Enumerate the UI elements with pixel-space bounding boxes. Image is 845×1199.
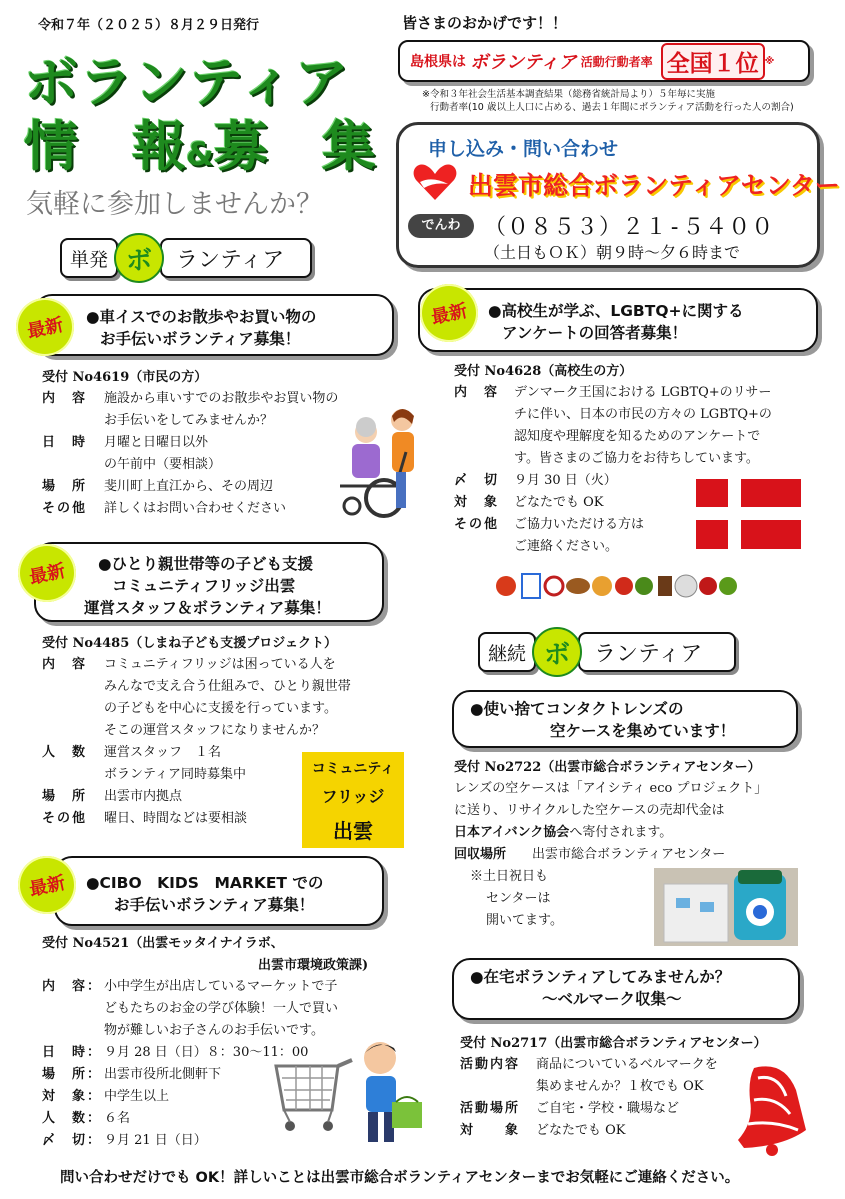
detail-value: デンマーク王国における LGBTQ+のリサー [514, 385, 772, 400]
rank-note2: 行動者率(10 歳以上人口に占める、過去１年間にボランティア活動を行った人の割合) [430, 102, 794, 113]
detail-row [42, 698, 402, 720]
item-e-title2: 空ケースを集めています！ [550, 722, 736, 740]
item-e-bank-rest: へ寄付されます。 [569, 825, 673, 840]
item-a-details [42, 388, 342, 520]
detail-label: その他 [42, 811, 88, 826]
detail-label [454, 536, 514, 558]
item-f-card [452, 958, 800, 1020]
detail-value: の午前中（要相談） [104, 457, 222, 472]
detail-value: チに伴い、日本の市民の方々の LGBTQ+の [514, 407, 772, 422]
detail-label: 〆 切 [454, 473, 500, 488]
item-f-title2: ～ベルマーク収集～ [542, 990, 682, 1008]
detail-row [454, 404, 824, 426]
detail-value: 認知度や理解度を知るためのアンケートで [514, 429, 761, 444]
phone-number[interactable]: （０８５３）２１-５４００ [484, 215, 775, 240]
tag-bo: ボ [532, 627, 582, 677]
title-info: 情 報 [24, 115, 186, 178]
detail-label: 活動場所 [460, 1101, 521, 1116]
detail-value: の子どもを中心に支援を行っています。 [104, 701, 337, 716]
tag-left: 継続 [478, 632, 536, 672]
detail-label [460, 1076, 536, 1098]
heart-icon [412, 162, 458, 202]
detail-label: その他 [42, 501, 88, 516]
detail-value: お手伝いをしてみませんか？ [104, 413, 274, 428]
detail-row [454, 382, 824, 404]
detail-value: 詳しくはお問い合わせください [104, 501, 287, 516]
wheelchair-illustration [336, 402, 426, 520]
item-b-reception: 受付 No4628（高校生の方） [454, 364, 633, 379]
detail-row [42, 454, 342, 476]
detail-label: 場 所 [42, 789, 88, 804]
item-c-card [34, 542, 384, 622]
item-d-title2: お手伝いボランティア募集！ [114, 896, 315, 914]
detail-value: ご連絡ください。 [514, 539, 619, 554]
detail-row [42, 676, 402, 698]
contact-heading: 申し込み・問い合わせ [428, 138, 619, 160]
detail-row [460, 1098, 760, 1120]
shopping-illustration [272, 1036, 432, 1154]
detail-label [42, 720, 104, 742]
item-f-title1: ●在宅ボランティアしてみませんか？ [470, 968, 731, 986]
detail-value: ６名 [104, 1111, 131, 1126]
rank-volunteer: ボランティア [470, 52, 577, 73]
rank-pref: 島根県は [410, 54, 466, 70]
detail-label: 対 象 [454, 495, 500, 510]
detail-label [454, 426, 514, 448]
item-d-reception1: 受付 No4521（出雲モッタイナイラボ、 [42, 936, 284, 951]
item-e-collect-value: 出雲市総合ボランティアセンター [532, 847, 726, 862]
rank-rate: 活動行動者率 [580, 54, 653, 69]
contact-hours: （土日もＯＫ）朝９時～夕６時まで [484, 243, 741, 262]
detail-label: 〆 切： [42, 1133, 103, 1148]
detail-label [42, 764, 104, 786]
item-c-title1: ●ひとり親世帯等の子ども支援 [98, 555, 314, 573]
detail-label: 場 所 [42, 479, 88, 494]
detail-value: コミュニティフリッジは困っている人を [104, 657, 336, 672]
detail-row [42, 432, 342, 454]
item-a-title2: お手伝いボランティア募集！ [100, 330, 301, 348]
tag-bo: ボ [114, 233, 164, 283]
detail-label: 人 数： [42, 1111, 103, 1126]
detail-value: 出雲市役所北側軒下 [104, 1067, 222, 1082]
detail-label [42, 454, 104, 476]
section-continuous-tag [478, 630, 736, 674]
detail-row [42, 498, 342, 520]
item-a-title1: ●車イスでのお散歩やお買い物の [86, 308, 317, 326]
item-e-line2: に送り、リサイクルした空ケースの売却代金は [454, 803, 725, 818]
item-c-title3: 運営スタッフ＆ボランティア募集！ [84, 599, 331, 617]
detail-row [460, 1076, 760, 1098]
item-f-reception: 受付 No2717（出雲市総合ボランティアセンター） [460, 1036, 767, 1051]
detail-label: 内 容 [454, 385, 500, 400]
detail-label: 日 時： [42, 1045, 103, 1060]
item-e-bank: 日本アイバンク協会 [454, 825, 570, 840]
detail-value: ９月 30 日（火） [514, 473, 617, 488]
rank-note1: ※令和３年社会生活基本調査結果（総務省統計局より）５年毎に実施 [422, 89, 715, 100]
item-d-title1: ●CIBO KIDS MARKET での [86, 874, 324, 892]
new-badge: 最新 [13, 539, 82, 608]
detail-label [42, 698, 104, 720]
detail-value: どもたちのお金の学び体験！一人で買い [104, 1001, 339, 1016]
new-badge: 最新 [13, 851, 82, 920]
logo-top: コミュニティ [311, 761, 395, 777]
item-c-reception: 受付 No4485（しまね子ども支援プロジェクト） [42, 636, 338, 651]
denmark-flag [696, 479, 801, 549]
detail-row [42, 410, 342, 432]
detail-label: 活動内容 [460, 1057, 521, 1072]
new-badge: 最新 [11, 293, 80, 362]
detail-label: 内 容 [42, 657, 88, 672]
detail-label: 内 容： [42, 979, 103, 994]
denwa-label: でんわ [408, 214, 474, 238]
detail-row [42, 998, 402, 1020]
item-e-reception: 受付 No2722（出雲市総合ボランティアセンター） [454, 760, 761, 775]
center-name: 出雲市総合ボランティアセンター [468, 171, 840, 200]
detail-label [42, 676, 104, 698]
detail-value: 集めませんか？１枚でも OK [536, 1079, 704, 1094]
detail-value: 中学生以上 [104, 1089, 170, 1104]
item-a-card [34, 294, 394, 356]
rank-first: 全国１位 [661, 43, 765, 80]
item-e-line1: レンズの空ケースは「アイシティ eco プロジェクト」 [454, 781, 768, 796]
detail-label: 場 所： [42, 1067, 103, 1082]
item-b-title2: アンケートの回答者募集！ [502, 324, 688, 342]
detail-value: ９月 21 日（日） [104, 1133, 207, 1148]
community-fridge-logo [302, 752, 404, 848]
detail-value: ご自宅・学校・職場など [536, 1101, 680, 1116]
detail-row [42, 976, 402, 998]
decoration-row [494, 568, 744, 604]
item-e-note2: センターは [486, 891, 551, 906]
detail-value: ご協力いただける方は [514, 517, 645, 532]
detail-label: 対 象： [42, 1089, 103, 1104]
section-single-tag [60, 236, 312, 280]
bell-mark-icon [724, 1060, 808, 1158]
item-e-card [452, 690, 798, 748]
detail-label [42, 410, 104, 432]
item-f-details [460, 1054, 760, 1142]
detail-row [42, 654, 402, 676]
main-title-line1: ボランティア [24, 51, 350, 114]
logo-bot: 出雲 [333, 819, 373, 843]
detail-value: 月曜と日曜日以外 [104, 435, 209, 450]
item-e-collect-label: 回収場所 [454, 847, 507, 862]
detail-row [42, 476, 342, 498]
rank-mark: ※ [764, 55, 775, 67]
detail-value: 曜日、時間などは要相談 [104, 811, 248, 826]
logo-mid: フリッジ [321, 787, 385, 806]
detail-value: 商品についているベルマークを [536, 1057, 718, 1072]
detail-label: 内 容 [42, 391, 88, 406]
tag-right: ランティア [578, 632, 736, 672]
detail-label: 対 象 [460, 1123, 521, 1138]
title-amp: & [186, 135, 214, 173]
lens-case-photo [654, 868, 798, 946]
item-e-title1: ●使い捨てコンタクトレンズの [470, 700, 684, 718]
detail-label [454, 448, 514, 470]
item-e-note3: 開いてます。 [486, 913, 563, 928]
detail-label [42, 998, 104, 1020]
footer-note: 問い合わせだけでも OK！詳しいことは出雲市総合ボランティアセンターまでお気軽にご連絡ください。 [60, 1170, 740, 1186]
detail-row [454, 426, 824, 448]
detail-value: 運営スタッフ １名 [104, 745, 222, 760]
main-title-line2 [24, 104, 376, 181]
detail-value: どなたでも OK [536, 1123, 626, 1138]
detail-value: 物が難しいお子さんのお手伝いです。 [104, 1023, 324, 1038]
detail-value: そこの運営スタッフになりませんか？ [104, 723, 326, 738]
tag-left: 単発 [60, 238, 118, 278]
detail-value: 斐川町上直江から、その周辺 [104, 479, 274, 494]
detail-label: 人 数 [42, 745, 88, 760]
item-d-card [54, 856, 384, 926]
item-a-reception: 受付 No4619（市民の方） [42, 370, 208, 385]
detail-label [454, 404, 514, 426]
detail-row [42, 388, 342, 410]
ranking-box [398, 40, 810, 82]
item-b-title1: ●高校生が学ぶ、LGBTQ+に関する [488, 302, 744, 320]
detail-value: 施設から車いすでのお散歩やお買い物の [104, 391, 339, 406]
detail-value: 小中学生が出店しているマーケットで子 [104, 979, 338, 994]
item-e-note1: ※土日祝日も [470, 869, 549, 884]
detail-row [460, 1054, 760, 1076]
detail-row [460, 1120, 760, 1142]
tag-right: ランティア [160, 238, 312, 278]
issue-date: 令和７年（２０２５）８月２９日発行 [38, 18, 260, 33]
detail-value: ボランティア同時募集中 [104, 767, 246, 782]
thanks-text: 皆さまのおかげです！！ [402, 14, 568, 32]
new-badge: 最新 [415, 279, 484, 348]
detail-value: みんなで支え合う仕組みで、ひとり親世帯 [104, 679, 351, 694]
detail-value: ９月 28 日（日）８：30～11：00 [104, 1045, 309, 1060]
detail-value: す。皆さまのご協力をお待ちしています。 [514, 451, 759, 466]
detail-value: どなたでも OK [514, 495, 604, 510]
detail-label: その他 [454, 517, 500, 532]
detail-label: 日 時 [42, 435, 88, 450]
detail-row [454, 448, 824, 470]
title-recruit: 募 集 [213, 115, 376, 178]
item-d-reception2: 出雲市環境政策課) [258, 958, 369, 973]
detail-label [42, 1020, 104, 1042]
item-b-card [418, 288, 818, 352]
detail-row [42, 720, 402, 742]
subtitle: 気軽に参加しませんか？ [26, 189, 323, 220]
item-c-title2: コミュニティフリッジ出雲 [112, 577, 296, 595]
detail-value: 出雲市内拠点 [104, 789, 183, 804]
